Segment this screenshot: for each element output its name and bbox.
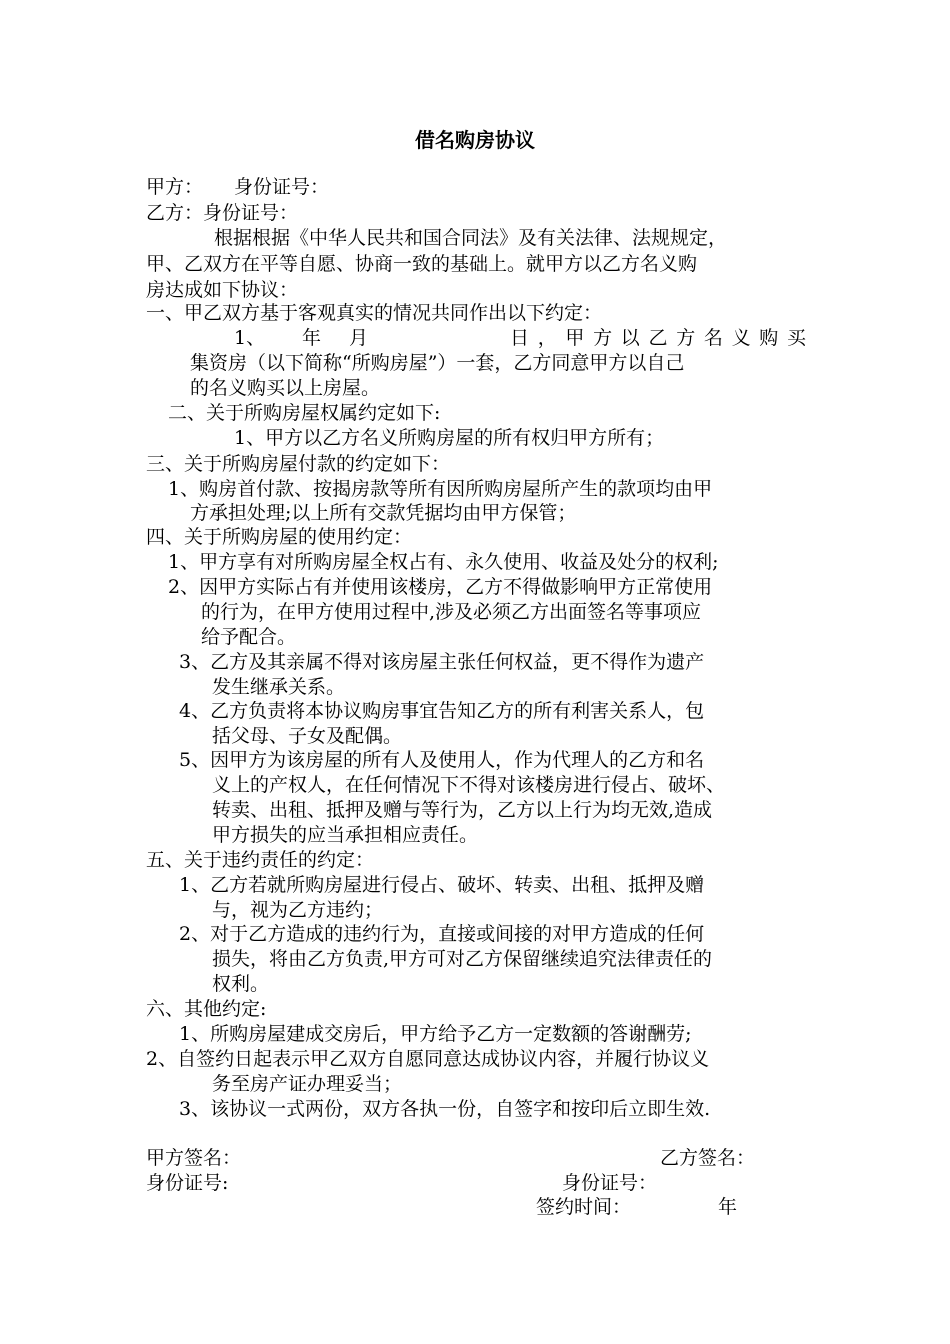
clause-text: 5、因甲方为该房屋的所有人及使用人，作为代理人的乙方和名 [179,749,705,771]
section-heading: 一、甲乙双方基于客观真实的情况共同作出以下约定： [146,302,603,324]
clause-text: 转卖、出租、抵押及赠与等行为，乙方以上行为均无效,造成 [212,799,713,821]
section-heading: 六、其他约定: [146,998,267,1020]
clause-text: 1、甲方享有对所购房屋全权占有、永久使用、收益及处分的权利; [168,551,719,573]
document-title: 借名购房协议 [415,128,535,152]
party-b-id-signature-label: 身份证号： [562,1172,658,1194]
party-a-label: 甲方： [146,176,204,198]
clause-text: 与，视为乙方违约； [212,899,384,921]
party-a-id-signature-label: 身份证号: [146,1172,229,1194]
intro-line: 甲、乙双方在平等自愿、协商一致的基础上。就甲方以乙方名义购 [146,253,698,275]
clause-text: 1、购房首付款、按揭房款等所有因所购房屋所产生的款项均由甲 [168,478,713,500]
clause-text: 1、所购房屋建成交房后，甲方给予乙方一定数额的答谢酬劳; [179,1023,692,1045]
clause-text: 务至房产证办理妥当； [212,1073,403,1095]
clause-text: 括父母、子女及配偶。 [212,725,403,747]
clause-number: 1、 [234,327,266,349]
clause-text: 2、自签约日起表示甲乙双方自愿同意达成协议内容，并履行协议义 [146,1048,710,1070]
clause-text: 的名义购买以上房屋。 [190,377,381,399]
clause-text: 1、乙方若就所购房屋进行侵占、破坏、转卖、出租、抵押及赠 [179,874,705,896]
section-heading: 三、关于所购房屋付款的约定如下： [146,453,451,475]
clause-text: 4、乙方负责将本协议购房事宜告知乙方的所有利害关系人，包 [179,700,705,722]
intro-line: 房达成如下协议： [146,279,299,301]
intro-line: 根据根据《中华人民共和国合同法》及有关法律、法规规定， [214,227,728,249]
section-heading: 四、关于所购房屋的使用约定： [146,526,413,548]
signing-year-label: 年 [718,1196,738,1218]
clause-text: 义上的产权人，在任何情况下不得对该楼房进行侵占、破坏、 [212,774,726,796]
clause-text: 1、甲方以乙方名义所购房屋的所有权归甲方所有； [234,427,665,449]
clause-text: 3、乙方及其亲属不得对该房屋主张任何权益，更不得作为遗产 [179,651,705,673]
clause-text: 损失，将由乙方负责,甲方可对乙方保留继续追究法律责任的 [212,948,713,970]
party-a-id-label: 身份证号： [234,176,330,198]
clause-text: 集资房（以下简称“所购房屋”）一套，乙方同意甲方以自己 [190,352,685,374]
clause-text: 2、因甲方实际占有并使用该楼房，乙方不得做影响甲方正常使用 [168,576,713,598]
clause-text: 发生继承关系。 [212,676,346,698]
clause-text: 甲方损失的应当承担相应责任。 [212,824,479,846]
clause-text: 日，甲方以乙方名义购买 [510,327,806,349]
clause-text: 3、该协议一式两份，双方各执一份，自签字和按印后立即生效. [179,1098,711,1120]
clause-text: 2、对于乙方造成的违约行为，直接或间接的对甲方造成的任何 [179,923,705,945]
party-b-label: 乙方：身份证号： [146,202,299,224]
date-year-label: 年 [302,327,322,349]
clause-text: 的行为，在甲方使用过程中,涉及必须乙方出面签名等事项应 [201,601,702,623]
date-month-label: 月 [349,327,369,349]
section-heading: 二、关于所购房屋权属约定如下: [168,402,441,424]
clause-text: 给予配合。 [201,626,297,648]
party-a-signature-label: 甲方签名： [146,1147,242,1169]
party-b-signature-label: 乙方签名： [660,1147,756,1169]
clause-text: 方承担处理;以上所有交款凭据均由甲方保管； [190,502,577,524]
clause-text: 权利。 [212,973,270,995]
section-heading: 五、关于违约责任的约定： [146,849,375,871]
signing-date-label: 签约时间： [536,1196,632,1218]
